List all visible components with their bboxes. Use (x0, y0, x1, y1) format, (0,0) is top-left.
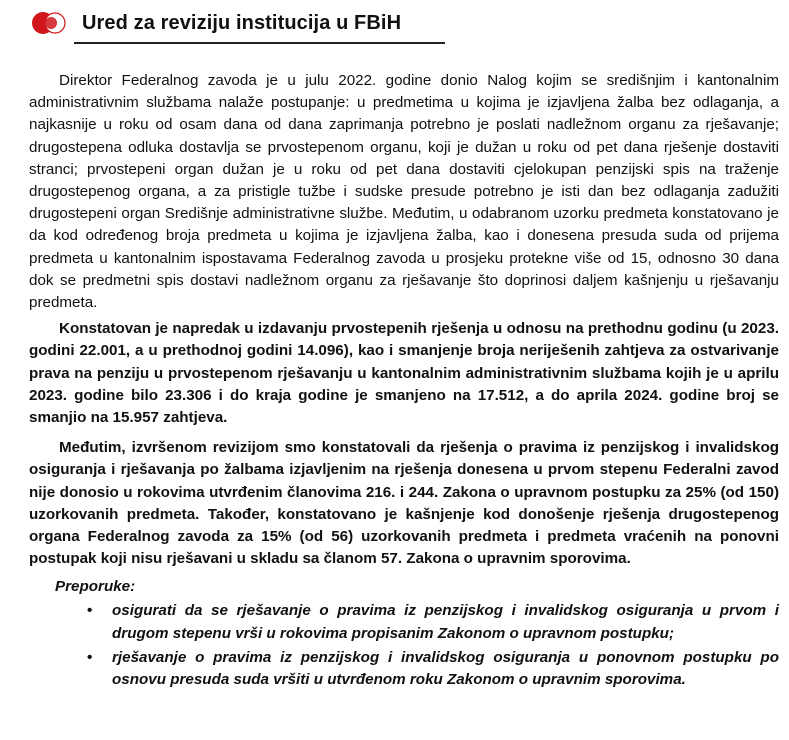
paragraph-audit-finding: Međutim, izvršenom revizijom smo konstatovali da rješenja o pravima iz penzijskog i invalidskog osiguranja i rješavanja po žalbama izjavljenim na rješenja donesena u prvom stepenu Federalni zavod nije donosio u rokovima utvrđenim članovima 216. i 244. Zakona o upravnom postupku za 25% (od 150) uzorkovanih predmeta. Također, konstatovano je kašnjenje kod donošenje rješenja drugostepenog organa Federalnog zavoda za 15% (od 56) uzorkovanih predmeta i predmeta vraćenih na ponovni postupak koji nisu rješavani u skladu sa članom 57. Zakona o upravnim sporovima. (29, 439, 779, 568)
bullet-icon: • (87, 602, 93, 620)
document-header (30, 8, 775, 42)
page-title: Ured za reviziju institucija u FBiH (82, 12, 402, 34)
recommendations-list (29, 600, 779, 691)
paragraph-directive: Direktor Federalnog zavoda je u julu 2022. godine donio Nalog kojim se središnjim i kantonalnim administrativnim službama nalaže postupanje: u predmetima u kojima je izjavljena žalba bez odlaganja, a najkasnije u roku od osam dana od dana zaprimanja potrebno je poslati nadležnom organu za rješavanje; drugostepena odluka dostavlja se prvostepenom organu, koji je dužan u roku od pet dana rješenje dostaviti stranci; prvostepeni organ dužan je u roku od pet dana dostaviti cjelokupan penzijski spis na traženje drugostepenog organa, a za pristigle tužbe i sudske presude potrebno je isti dan bez odlaganja zadužiti drugostepeni organ Središnje administrativne službe. Međutim, u odabranom uzorku predmeta konstatovano je da kod određenog broja predmeta u kojima je izjavljena žalba, kao i donesena presuda suda od prijema predmeta u kantonalnim ispostavama Federalnog zavoda u prosjeku protekne više od 15, odnosno 30 dana dok se predmetni spis dostavi nadležnom organu za rješavanje što doprinosi daljem kašnjenju u rješavanju predmeta. (29, 72, 779, 312)
title-underline (74, 42, 445, 44)
list-item (29, 600, 779, 644)
recommendation-text: osigurati da se rješavanje o pravima iz penzijskog i invalidskog osiguranja u prvom i drugom stepenu vrši u rokovima propisanim Zakonom o upravnom postupku; (112, 602, 779, 642)
recommendations-heading: Preporuke: (55, 578, 136, 596)
logo-icon (30, 10, 74, 36)
paragraph-progress: Konstatovan je napredak u izdavanju prvostepenih rješenja u odnosu na prethodnu godinu (u 2023. godini 22.001, a u prethodnoj godini 14.096), kao i smanjenje broja neriješenih zahtjeva za ostvarivanje prava na penziju u prvostepenom rješavanju u kantonalnim administrativnim službama kojih je u aprilu 2023. godine bilo 23.306 i do kraja godine je smanjeno na 17.512, a do aprila 2024. godine broj se smanjio na 15.957 zahtjeva. (29, 320, 779, 427)
document-body (29, 70, 779, 691)
recommendation-text: rješavanje o pravima iz penzijskog i invalidskog osiguranja u ponovnom postupku po osnovu presuda suda vršiti u utvrđenom roku Zakonom o upravnim sporovima. (112, 648, 779, 689)
list-item (29, 647, 779, 691)
bullet-icon: • (87, 648, 93, 666)
